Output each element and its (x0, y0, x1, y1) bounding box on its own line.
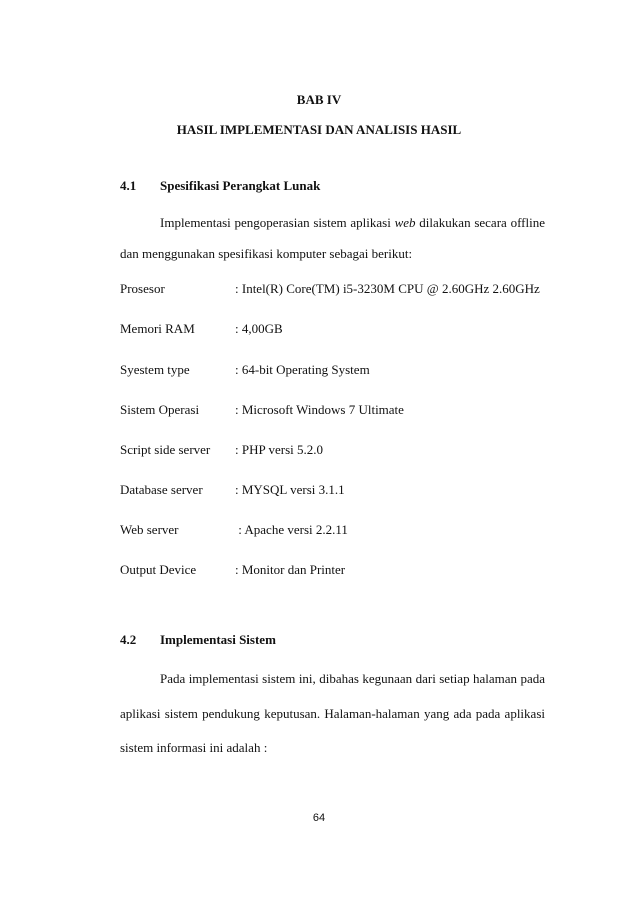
section-2-heading: Implementasi Sistem (160, 632, 276, 647)
section-1-heading: Spesifikasi Perangkat Lunak (160, 178, 321, 193)
section-1-number: 4.1 (120, 178, 137, 193)
spec-label: Memori RAM (120, 321, 195, 336)
para-text-em: web (394, 215, 416, 230)
spec-label: Output Device (120, 562, 197, 577)
chapter-title: HASIL IMPLEMENTASI DAN ANALISIS HASIL (176, 122, 462, 137)
para-text-b: dilakukan secara offline (415, 215, 545, 230)
spec-label: Database server (120, 482, 203, 497)
section-2-paragraph-line-2: aplikasi sistem pendukung keputusan. Halaman-halaman yang ada pada aplikasi (120, 706, 545, 721)
section-2-number: 4.2 (120, 632, 137, 647)
spec-value: : PHP versi 5.2.0 (235, 442, 323, 457)
spec-label: Syestem type (120, 362, 190, 377)
spec-value: : MYSQL versi 3.1.1 (235, 482, 345, 497)
spec-value: : 4,00GB (235, 321, 283, 336)
section-2-paragraph-line-1: Pada implementasi sistem ini, dibahas kegunaan dari setiap halaman pada (160, 671, 545, 686)
section-1-paragraph-line-2: dan menggunakan spesifikasi komputer sebagai berikut: (120, 246, 413, 261)
spec-label: Prosesor (120, 281, 165, 296)
spec-value: : Microsoft Windows 7 Ultimate (235, 402, 404, 417)
spec-value: : Apache versi 2.2.11 (235, 522, 348, 537)
spec-label: Web server (120, 522, 179, 537)
spec-label: Sistem Operasi (120, 402, 200, 417)
para-text-a: Implementasi pengoperasian sistem aplikasi (160, 215, 395, 230)
spec-value: : Intel(R) Core(TM) i5-3230M CPU @ 2.60GHz 2.60GHz (235, 281, 540, 296)
section-2-paragraph-line-3: sistem informasi ini adalah : (120, 740, 268, 755)
chapter-number: BAB IV (296, 92, 342, 107)
section-1-paragraph-line-1 (160, 215, 545, 231)
page-number: 64 (312, 812, 326, 824)
spec-label: Script side server (120, 442, 211, 457)
spec-value: : 64-bit Operating System (235, 362, 370, 377)
spec-value: : Monitor dan Printer (235, 562, 346, 577)
